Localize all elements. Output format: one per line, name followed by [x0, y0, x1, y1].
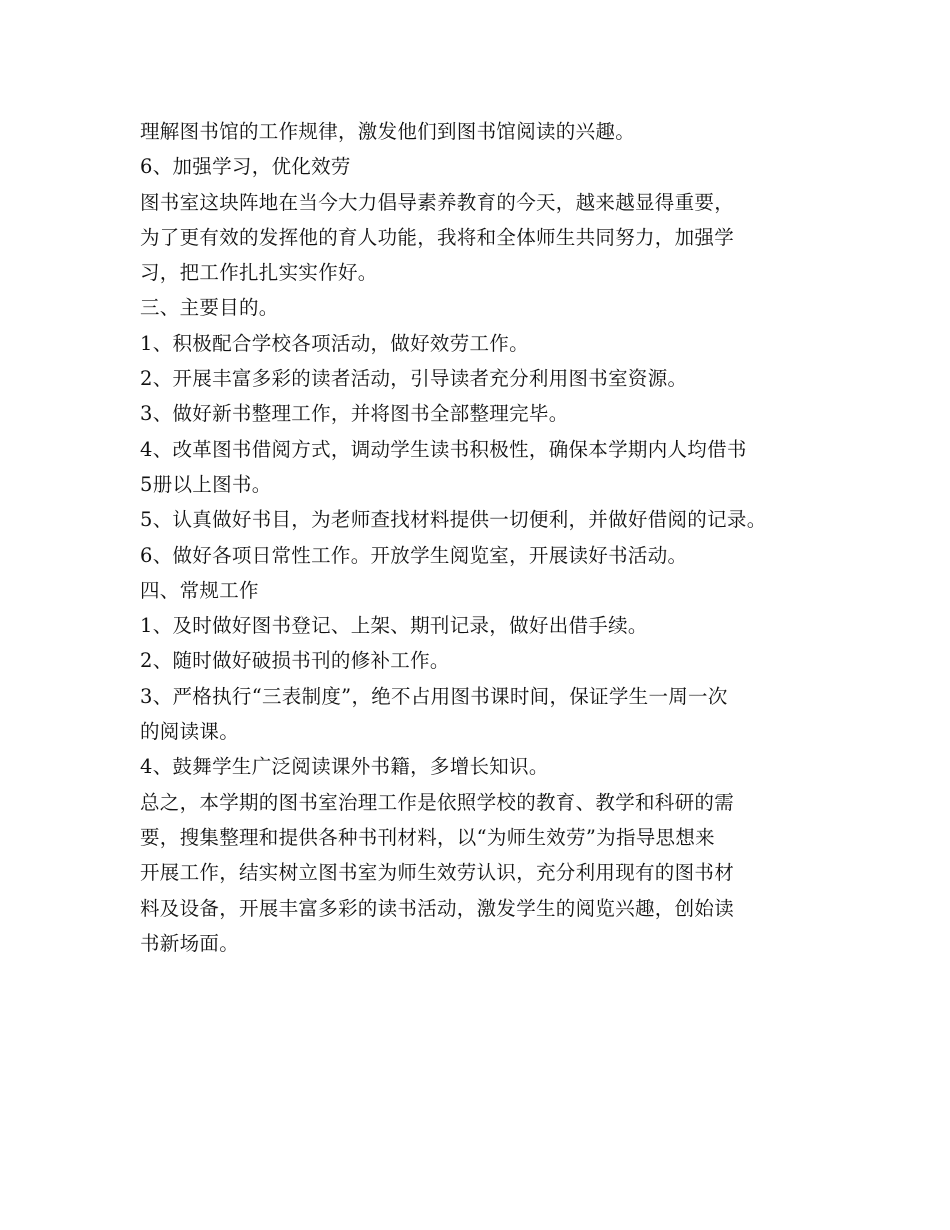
summary-line: 总之，本学期的图书室治理工作是依照学校的教育、教学和科研的需 — [140, 790, 735, 814]
text-line: 的阅读课。 — [140, 720, 240, 744]
document-body — [140, 114, 820, 961]
list-item: 3、做好新书整理工作，并将图书全部整理完毕。 — [140, 402, 569, 426]
summary-line: 开展工作，结实树立图书室为师生效劳认识，充分利用现有的图书材 — [140, 861, 735, 885]
section-heading: 三、主要目的。 — [140, 296, 279, 320]
section-heading: 6、加强学习，优化效劳 — [140, 155, 351, 179]
list-item: 1、及时做好图书登记、上架、期刊记录，做好出借手续。 — [140, 614, 648, 638]
list-item: 2、随时做好破损书刊的修补工作。 — [140, 649, 450, 673]
list-item: 6、做好各项日常性工作。开放学生阅览室，开展读好书活动。 — [140, 543, 688, 567]
list-item: 4、改革图书借阅方式，调动学生读书积极性，确保本学期内人均借书 — [140, 437, 747, 461]
list-item: 1、积极配合学校各项活动，做好效劳工作。 — [140, 331, 529, 355]
list-item: 5、认真做好书目，为老师查找材料提供一切便利，并做好借阅的记录。 — [140, 508, 767, 532]
text-line: 5册以上图书。 — [140, 472, 272, 496]
text-line: 为了更有效的发挥他的育人功能，我将和全体师生共同努力，加强学 — [140, 225, 735, 249]
text-line: 图书室这块阵地在当今大力倡导素养教育的今天，越来越显得重要， — [140, 190, 735, 214]
text-line: 习，把工作扎扎实实作好。 — [140, 261, 378, 285]
summary-line: 料及设备，开展丰富多彩的读书活动，激发学生的阅览兴趣，创始读 — [140, 896, 735, 920]
summary-line: 书新场面。 — [140, 931, 240, 955]
summary-line: 要，搜集整理和提供各种书刊材料，以“为师生效劳”为指导思想来 — [140, 825, 715, 849]
section-heading: 四、常规工作 — [140, 578, 259, 602]
list-item: 3、严格执行“三表制度”，绝不占用图书课时间，保证学生一周一次 — [140, 684, 728, 708]
text-line: 理解图书馆的工作规律，激发他们到图书馆阅读的兴趣。 — [140, 120, 636, 143]
list-item: 2、开展丰富多彩的读者活动，引导读者充分利用图书室资源。 — [140, 367, 688, 391]
list-item: 4、鼓舞学生广泛阅读课外书籍，多增长知识。 — [140, 755, 549, 779]
